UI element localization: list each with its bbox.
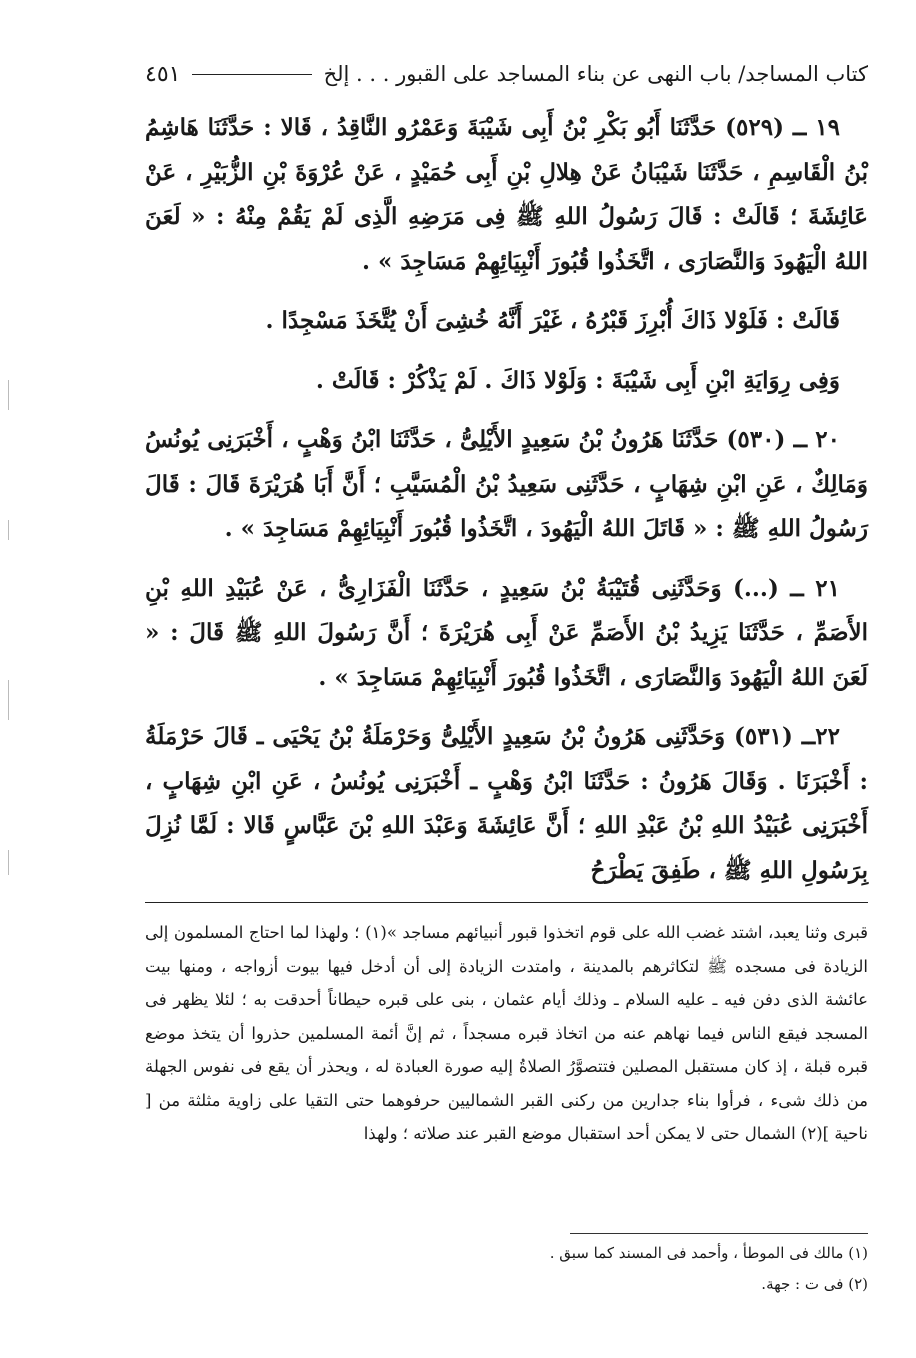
hadith-paragraph: ١٩ ــ (٥٢٩) حَدَّثَنَا أَبُو بَكْرِ بْنُ أَبِى شَيْبَةَ وَعَمْرُو النَّاقِدُ ، قَالا : حَدَّثَنَا هَاشِمُ بْنُ الْقَاسِمِ ، حَدَّثَنَا شَيْبَانُ عَنْ هِلالِ بْنِ أَبِى حُمَيْدٍ ، عَنْ عُرْوَةَ بْنِ الزُّبَيْرِ ، عَنْ عَائِشَةَ ؛ قَالَتْ : قَالَ رَسُولُ اللهِ ﷺ فِى مَرَضِهِ الَّذِى لَمْ يَقُمْ مِنْهُ : « لَعَنَ اللهُ الْيَهُودَ وَالنَّصَارَى ، اتَّخَذُوا قُبُورَ أَنْبِيَائِهِمْ مَسَاجِدَ » . [145,114,868,275]
scan-margin-marks [8,380,14,900]
footnote-separator [570,1233,868,1234]
header-rule [192,74,311,75]
margin-mark [8,680,9,720]
running-header [145,52,868,96]
footnote: (١) مالك فى الموطأ ، وأحمد فى المسند كما سبق . [549,1244,868,1262]
commentary-text [145,916,868,1151]
footnotes [145,1238,868,1300]
hadith-paragraph: ٢٠ ــ (٥٣٠) حَدَّثَنَا هَرُونُ بْنُ سَعِيدٍ الأَيْلِىُّ ، حَدَّثَنَا ابْنُ وَهْبٍ ، أَخْبَرَنِى يُونُسُ وَمَالِكٌ ، عَنِ ابْنِ شِهَابٍ ، حَدَّثَنِى سَعِيدُ بْنُ الْمُسَيَّبِ ؛ أَنَّ أَبَا هُرَيْرَةَ قَالَ : قَالَ رَسُولُ اللهِ ﷺ : « قَاتَلَ اللهُ الْيَهُودَ ، اتَّخَذُوا قُبُورَ أَنْبِيَائِهِمْ مَسَاجِدَ » . [145,426,868,542]
commentary-separator [145,902,868,903]
chapter-title: كتاب المساجد/ باب النهى عن بناء المساجد على القبور . . . إلخ [323,62,868,86]
hadith-paragraph: ٢١ ــ (...) وَحَدَّثَنِى قُتَيْبَةُ بْنُ سَعِيدٍ ، حَدَّثَنَا الْفَزَارِىُّ ، عَنْ عُبَيْدِ اللهِ بْنِ الأَصَمِّ ، حَدَّثَنَا يَزِيدُ بْنُ الأَصَمِّ عَنْ أَبِى هُرَيْرَةَ ؛ أَنَّ رَسُولَ اللهِ ﷺ قَالَ : « لَعَنَ اللهُ الْيَهُودَ وَالنَّصَارَى ، اتَّخَذُوا قُبُورَ أَنْبِيَائِهِمْ مَسَاجِدَ » . [145,574,868,691]
hadith-text [145,106,868,908]
margin-mark [8,520,9,540]
hadith-paragraph: ٢٢ــ (٥٣١) وَحَدَّثَنِى هَرُونُ بْنُ سَعِيدٍ الأَيْلِىُّ وَحَرْمَلَةُ بْنُ يَحْيَى ـ قَالَ حَرْمَلَةُ : أَخْبَرَنَا . وَقَالَ هَرُونُ : حَدَّثَنَا ابْنُ وَهْبٍ ـ أَخْبَرَنِى يُونُسُ ، عَنِ ابْنِ شِهَابٍ ، أَخْبَرَنِى عُبَيْدُ اللهِ بْنُ عَبْدِ اللهِ ؛ أَنَّ عَائِشَةَ وَعَبْدَ اللهِ بْنَ عَبَّاسٍ قَالا : لَمَّا نُزِلَ بِرَسُولِ اللهِ ﷺ ، طَفِقَ يَطْرَحُ [145,723,868,884]
margin-mark [8,380,9,410]
hadith-paragraph: وَفِى رِوَايَةِ ابْنِ أَبِى شَيْبَةَ : وَلَوْلا ذَاكَ . لَمْ يَذْكُرْ : قَالَتْ . [315,366,840,394]
hadith-paragraph: قَالَتْ : فَلَوْلا ذَاكَ أُبْرِزَ قَبْرُهُ ، غَيْرَ أَنَّهُ خُشِىَ أَنْ يُتَّخَذَ مَسْجِدًا . [265,307,840,334]
footnote: (٢) فى ت : جهة. [761,1275,868,1293]
page-number: ٤٥١ [145,61,181,87]
commentary-paragraph: قبرى وثنا يعبد، اشتد غضب الله على قوم اتخذوا قبور أنبيائهم مساجد »(١) ؛ ولهذا لما احتاج المسلمون إلى الزيادة فى مسجده ﷺ لتكاثرهم بالمدينة ، وامتدت الزيادة إلى أن أدخل فيها بيوت أزواجه ، ومنها بيت عائشة الذى دفن فيه ـ عليه السلام ـ وذلك أيام عثمان ، بنى على قبره حيطاناً أحدقت به ؛ لئلا يظهر فى المسجد فيقع الناس فيما نهاهم عنه من اتخاذ قبره مسجداً ، ثم إنَّ أئمة المسلمين حذروا أن يتخذ موضع قبره قبلة ، إذ كان مستقبل المصلين فتتصوَّرُ الصلاةُ إليه صورة العبادة له ، ويحذر أن يقع فى نفوس الجهلة من ذلك شىء ، فرأوا بناء جدارين من ركنى القبر الشماليين حرفوهما حتى التقيا على زاوية مثلثة من [ ناحية ](٢) الشمال حتى لا يمكن أحد استقبال موضع القبر عند صلاته ؛ ولهذا [145,923,868,1143]
margin-mark [8,850,9,875]
